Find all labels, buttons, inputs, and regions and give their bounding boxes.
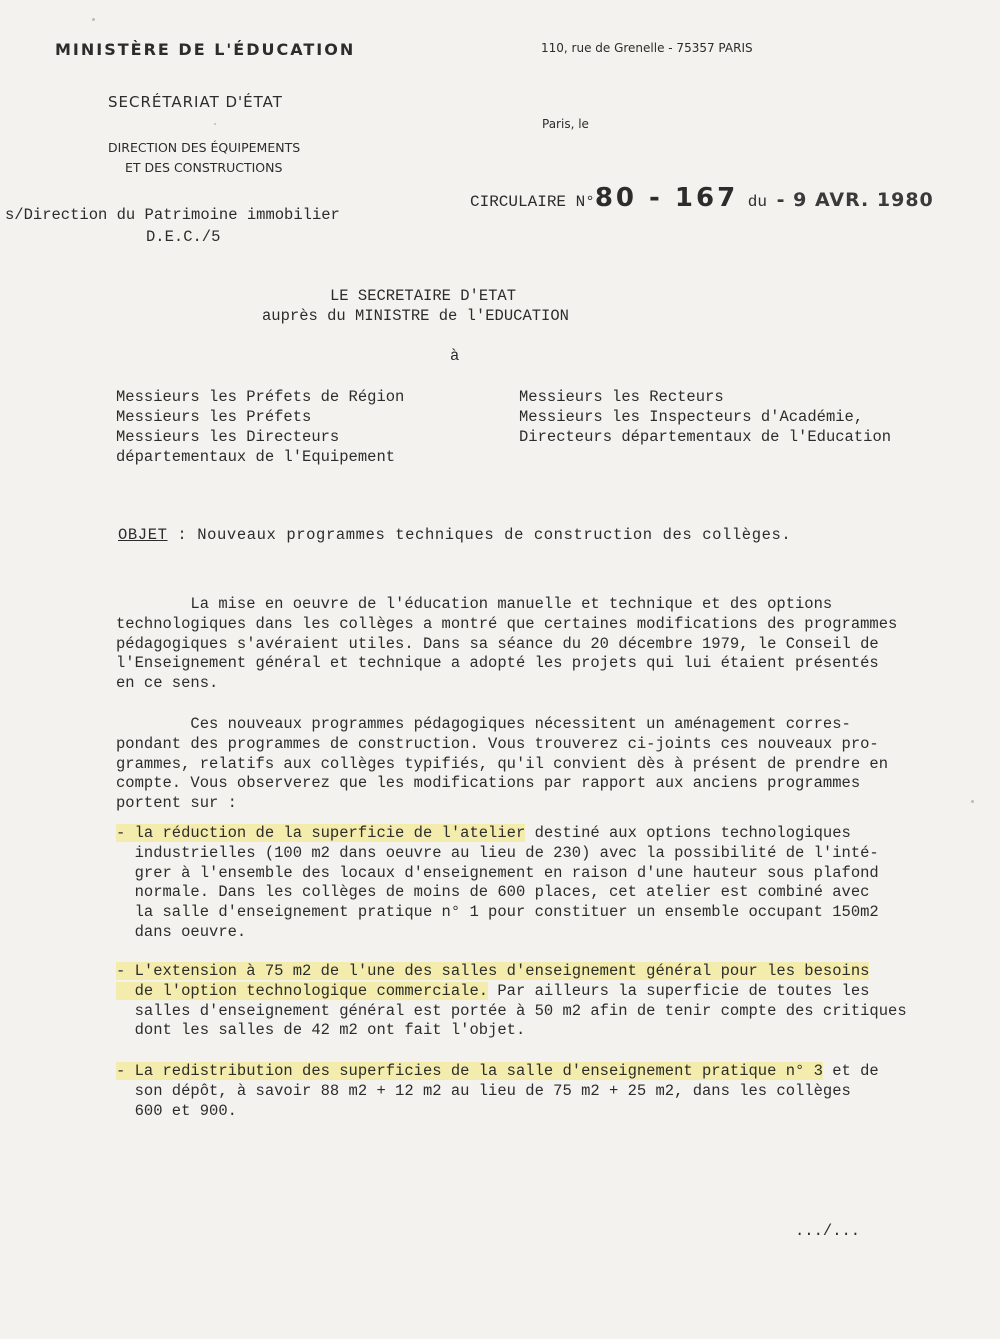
paragraph-2: Ces nouveaux programmes pédagogiques nécessitent un aménagement corres- pondant des programmes de construction. Vous trouverez ci-joints ces nouveaux pro- grammes, relatifs aux collèges typifiés, qu'il convient dès à présent de prendre en compte. Vous observerez que les modifications par rapport aux anciens programmes portent sur : — [116, 715, 889, 813]
circular-number: 80 - 167 — [594, 183, 739, 213]
circular-reference — [470, 183, 934, 213]
paragraph-1: La mise en oeuvre de l'éducation manuelle et technique et des options technologiques dans les collèges a montré que certaines modifications des programmes pédagogiques s'avéraient utiles. Dans sa séance du 20 décembre 1979, le Conseil de l'Enseignement général et technique a adopté les projets qui lui étaient présentés en ce sens. — [116, 595, 898, 693]
direction-line-2: ET DES CONSTRUCTIONS — [125, 160, 283, 175]
recipient-line: Messieurs les Préfets de Région — [116, 388, 405, 406]
highlighted-text: - La redistribution des superficies de la salle d'enseignement pratique n° 3 — [116, 1062, 823, 1080]
bullet-text: et de son dépôt, à savoir 88 m2 + 12 m2 au lieu de 75 m2 + 25 m2, dans les collèges 600 et 900. — [134, 1062, 879, 1120]
sender-line-2: auprès du MINISTRE de l'EDUCATION — [262, 307, 569, 325]
bullet-1 — [116, 824, 879, 943]
paper-speck — [92, 18, 95, 21]
ministry-header: MINISTÈRE DE L'ÉDUCATION — [55, 40, 356, 59]
addressed-to: à — [450, 347, 460, 365]
recipients-left — [116, 387, 404, 467]
recipients-right — [519, 387, 891, 447]
circular-label: CIRCULAIRE N° — [470, 193, 595, 211]
bullet-text: destiné aux options technologiques industrielles (100 m2 dans oeuvre au lieu de 230) avec la possibilité de l'inté- grer à l'ensemble des locaux d'enseignement en raison d'une hauteur sous plafond normale. Dans les collèges de moins de 600 places, cet atelier est combiné avec la salle d'enseignement pratique n° 1 pour constituer un ensemble occupant 150m2 dans oeuvre. — [134, 824, 879, 941]
recipient-line: Messieurs les Inspecteurs d'Académie, — [519, 408, 864, 426]
subject-line — [118, 526, 791, 544]
subject-label: OBJET — [118, 526, 168, 544]
office-reference: D.E.C./5 — [146, 228, 221, 246]
date-stamp: - 9 AVR. 1980 — [776, 189, 934, 211]
direction-line-1: DIRECTION DES ÉQUIPEMENTS — [108, 140, 301, 155]
subdirection: s/Direction du Patrimoine immobilier — [5, 206, 340, 224]
circular-du: du — [747, 193, 767, 211]
subject-text: : Nouveaux programmes techniques de construction des collèges. — [167, 526, 792, 544]
paper-speck — [214, 123, 216, 125]
bullet-2 — [116, 962, 907, 1041]
sender-line-1: LE SECRETAIRE D'ETAT — [330, 287, 517, 305]
paper-speck — [971, 800, 974, 803]
continuation-mark: .../... — [795, 1222, 861, 1240]
bullet-3 — [116, 1062, 879, 1121]
ministry-address: 110, rue de Grenelle - 75357 PARIS — [541, 41, 753, 55]
recipient-line: Messieurs les Recteurs — [519, 388, 724, 406]
recipient-line: Directeurs départementaux de l'Education — [519, 428, 892, 446]
highlighted-text: - L'extension à 75 m2 de l'une des salles d'enseignement général pour les besoins de l'option technologique commerciale. — [116, 962, 870, 1000]
bullet-text: Par ailleurs la superficie de toutes les salles d'enseignement général est portée à 50 m2 afin de tenir compte des critiques dont les salles de 42 m2 ont fait l'objet. — [134, 981, 907, 1040]
secretariat-header: SECRÉTARIAT D'ÉTAT — [108, 93, 283, 111]
place-date-line: Paris, le — [542, 117, 589, 131]
recipient-line: Messieurs les Préfets — [116, 408, 312, 426]
recipient-line: Messieurs les Directeurs — [116, 428, 340, 446]
highlighted-text: - la réduction de la superficie de l'atelier — [116, 824, 526, 842]
recipient-line: départementaux de l'Equipement — [116, 448, 396, 466]
